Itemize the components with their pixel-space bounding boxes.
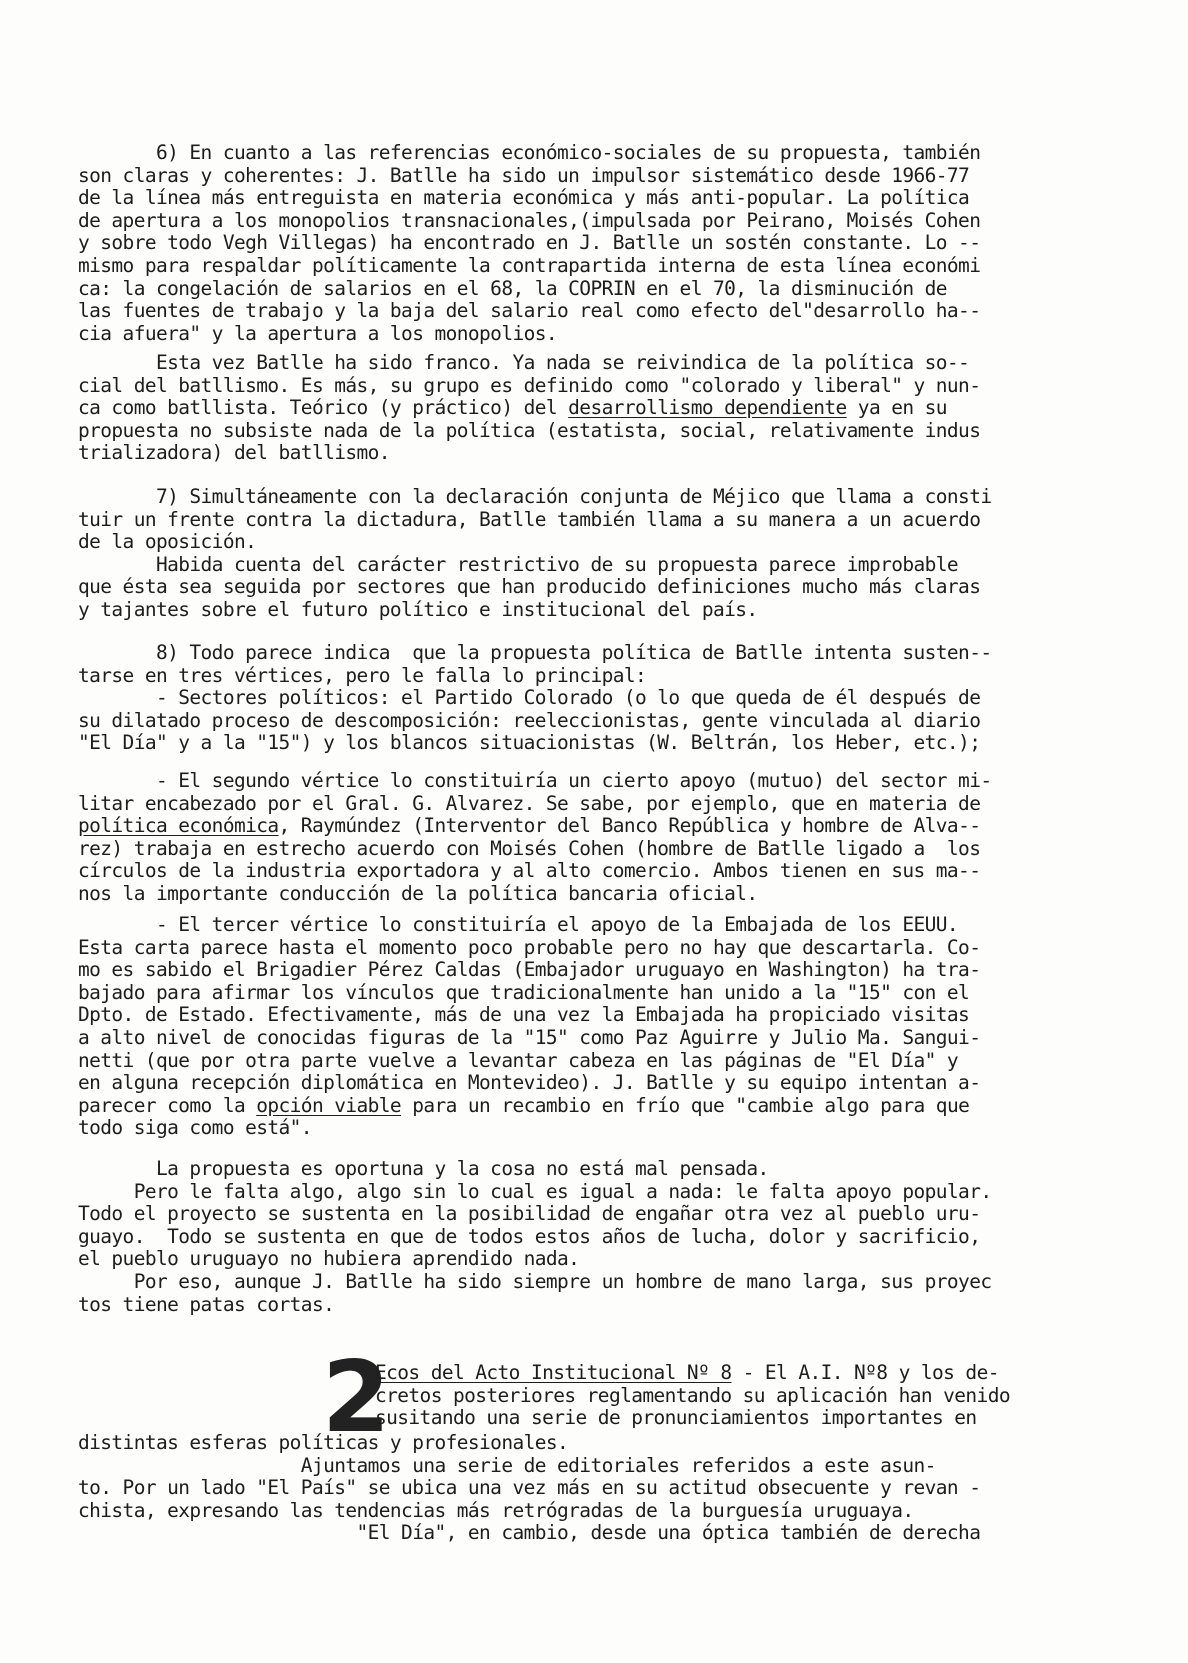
heading-line — [375, 1362, 1075, 1385]
text-line: que ésta sea seguida por sectores que han producido definiciones mucho más claras — [78, 575, 981, 599]
text-line: tarse en tres vértices, pero le falla lo principal: — [78, 663, 647, 687]
paragraph-conclusion — [78, 1158, 1098, 1316]
text-line: Habida cuenta del carácter restrictivo de su propuesta parece improbable — [78, 552, 959, 576]
text-line: su dilatado proceso de descomposición: reeleccionistas, gente vinculada al diario — [78, 708, 981, 732]
text-line: ca como batllista. Teórico (y práctico) del desarrollismo dependiente ya en su — [78, 396, 947, 420]
text-line: de apertura a los monopolios transnacionales,(impulsada por Peirano, Moisés Cohen — [78, 208, 981, 232]
paragraph-8 — [78, 642, 1098, 755]
text-line: nos la importante conducción de la política bancaria oficial. — [78, 881, 758, 905]
text-line: ca: la congelación de salarios en el 68, la COPRIN en el 70, la disminución de — [78, 276, 947, 300]
text-line: Ajuntamos una serie de editoriales referidos a este asun- — [78, 1453, 936, 1477]
text-line: tuir un frente contra la dictadura, Batlle también llama a su manera a un acuerdo — [78, 507, 981, 531]
text-line: de la oposición. — [78, 530, 257, 554]
text-line: - El tercer vértice lo constituiría el apoyo de la Embajada de los EEUU. — [78, 913, 959, 936]
text-line: 6) En cuanto a las referencias económico-sociales de su propuesta, también — [78, 141, 981, 164]
text-line: de la línea más entreguista en materia económica y más anti-popular. La política — [78, 186, 970, 210]
underlined-phrase: opción viable — [256, 1093, 402, 1117]
section-title: Ecos del Acto Institucional Nº 8 — [375, 1361, 732, 1384]
text-line: propuesta no subsiste nada de la política (estatista, social, relativamente indus — [78, 418, 981, 442]
text-line: 8) Todo parece indica que la propuesta política de Batlle intenta susten-- — [78, 641, 992, 664]
paragraph-8b — [78, 770, 1098, 906]
text-line: rez) trabaja en estrecho acuerdo con Moisés Cohen (hombre de Batlle ligado a los — [78, 836, 981, 860]
text-line: y sobre todo Vegh Villegas) ha encontrado en J. Batlle un sostén constante. Lo -- — [78, 231, 981, 255]
text-line: tos tiene patas cortas. — [78, 1292, 335, 1316]
text-line: a alto nivel de conocidas figuras de la "15" como Paz Aguirre y Julio Ma. Sangui- — [78, 1025, 981, 1049]
text-line: "El Día", en cambio, desde una óptica también de derecha — [78, 1521, 981, 1545]
text-line: Esta carta parece hasta el momento poco probable pero no hay que descartarla. Co- — [78, 935, 981, 959]
text-line: parecer como la opción viable para un recambio en frío que "cambie algo para que — [78, 1093, 970, 1117]
text-line: distintas esferas políticas y profesionales. — [78, 1431, 569, 1454]
heading-text: - El A.I. Nº8 y los de- — [731, 1361, 999, 1384]
text-line: el pueblo uruguayo no hubiera aprendido nada. — [78, 1247, 580, 1271]
text-line: bajado para afirmar los vínculos que tradicionalmente han unido a la "15" con el — [78, 980, 970, 1004]
text-line: La propuesta es oportuna y la cosa no está mal pensada. — [78, 1157, 769, 1180]
text-line: to. Por un lado "El País" se ubica una vez más en su actitud obsecuente y revan - — [78, 1476, 981, 1500]
text-line: - El segundo vértice lo constituiría un cierto apoyo (mutuo) del sector mi- — [78, 769, 992, 792]
text-line: netti (que por otra parte vuelve a levantar cabeza en las páginas de "El Día" y — [78, 1048, 959, 1072]
text-line: Por eso, aunque J. Batlle ha sido siempre un hombre de mano larga, sus proyec — [78, 1269, 992, 1293]
text-line: susitando una serie de pronunciamientos importantes en — [375, 1406, 977, 1430]
section-number: 2 — [322, 1341, 391, 1455]
text-line: cial del batllismo. Es más, su grupo es definido como "colorado y liberal" y nun- — [78, 373, 981, 397]
text-line: en alguna recepción diplomática en Montevideo). J. Batlle y su equipo intentan a- — [78, 1071, 981, 1095]
text-line: todo siga como está". — [78, 1116, 312, 1140]
paragraph-6b — [78, 352, 1098, 465]
text-line: chista, expresando las tendencias más retrógradas de la burguesía uruguaya. — [78, 1498, 914, 1522]
text-line: - Sectores políticos: el Partido Colorado (o lo que queda de él después de — [78, 686, 981, 710]
text-line: círculos de la industria exportadora y al alto comercio. Ambos tienen en sus ma-- — [78, 859, 981, 883]
text-line: son claras y coherentes: J. Batlle ha sido un impulsor sistemático desde 1966-77 — [78, 163, 970, 187]
underlined-phrase: desarrollismo dependiente — [568, 396, 847, 420]
text-line: política económica, Raymúndez (Interventor del Banco República y hombre de Alva-- — [78, 814, 981, 838]
text-line: 7) Simultáneamente con la declaración conjunta de Méjico que llama a consti — [78, 485, 992, 508]
text-line: Dpto. de Estado. Efectivamente, más de una vez la Embajada ha propiciado visitas — [78, 1003, 970, 1027]
text-line: Todo el proyecto se sustenta en la posibilidad de engañar otra vez al pueblo uru- — [78, 1202, 981, 1226]
text-line: mismo para respaldar políticamente la contrapartida interna de esta línea económi — [78, 253, 981, 277]
paragraph-7 — [78, 486, 1098, 622]
paragraph-8c — [78, 914, 1098, 1140]
text-line: trializadora) del batllismo. — [78, 441, 390, 465]
section-2-body — [78, 1432, 1098, 1545]
paragraph-6 — [78, 142, 1098, 345]
text-line: las fuentes de trabajo y la baja del salario real como efecto del"desarrollo ha-- — [78, 299, 981, 323]
text-line: mo es sabido el Brigadier Pérez Caldas (Embajador uruguayo en Washington) ha tra- — [78, 958, 981, 982]
text-line: guayo. Todo se sustenta en que de todos estos años de lucha, dolor y sacrificio, — [78, 1224, 981, 1248]
text-line: cia afuera" y la apertura a los monopolios. — [78, 321, 558, 345]
text-line: Pero le falta algo, algo sin lo cual es igual a nada: le falta apoyo popular. — [78, 1179, 992, 1203]
text-line: "El Día" y a la "15") y los blancos situacionistas (W. Beltrán, los Heber, etc.); — [78, 731, 981, 755]
section-2-heading — [375, 1362, 1075, 1430]
text-line: Esta vez Batlle ha sido franco. Ya nada se reivindica de la política so-- — [78, 351, 970, 374]
text-line: y tajantes sobre el futuro político e institucional del país. — [78, 597, 758, 621]
text-line: cretos posteriores reglamentando su aplicación han venido — [375, 1383, 1010, 1407]
text-line: litar encabezado por el Gral. G. Alvarez. Se sabe, por ejemplo, que en materia de — [78, 791, 981, 815]
underlined-phrase: política económica — [78, 814, 279, 838]
